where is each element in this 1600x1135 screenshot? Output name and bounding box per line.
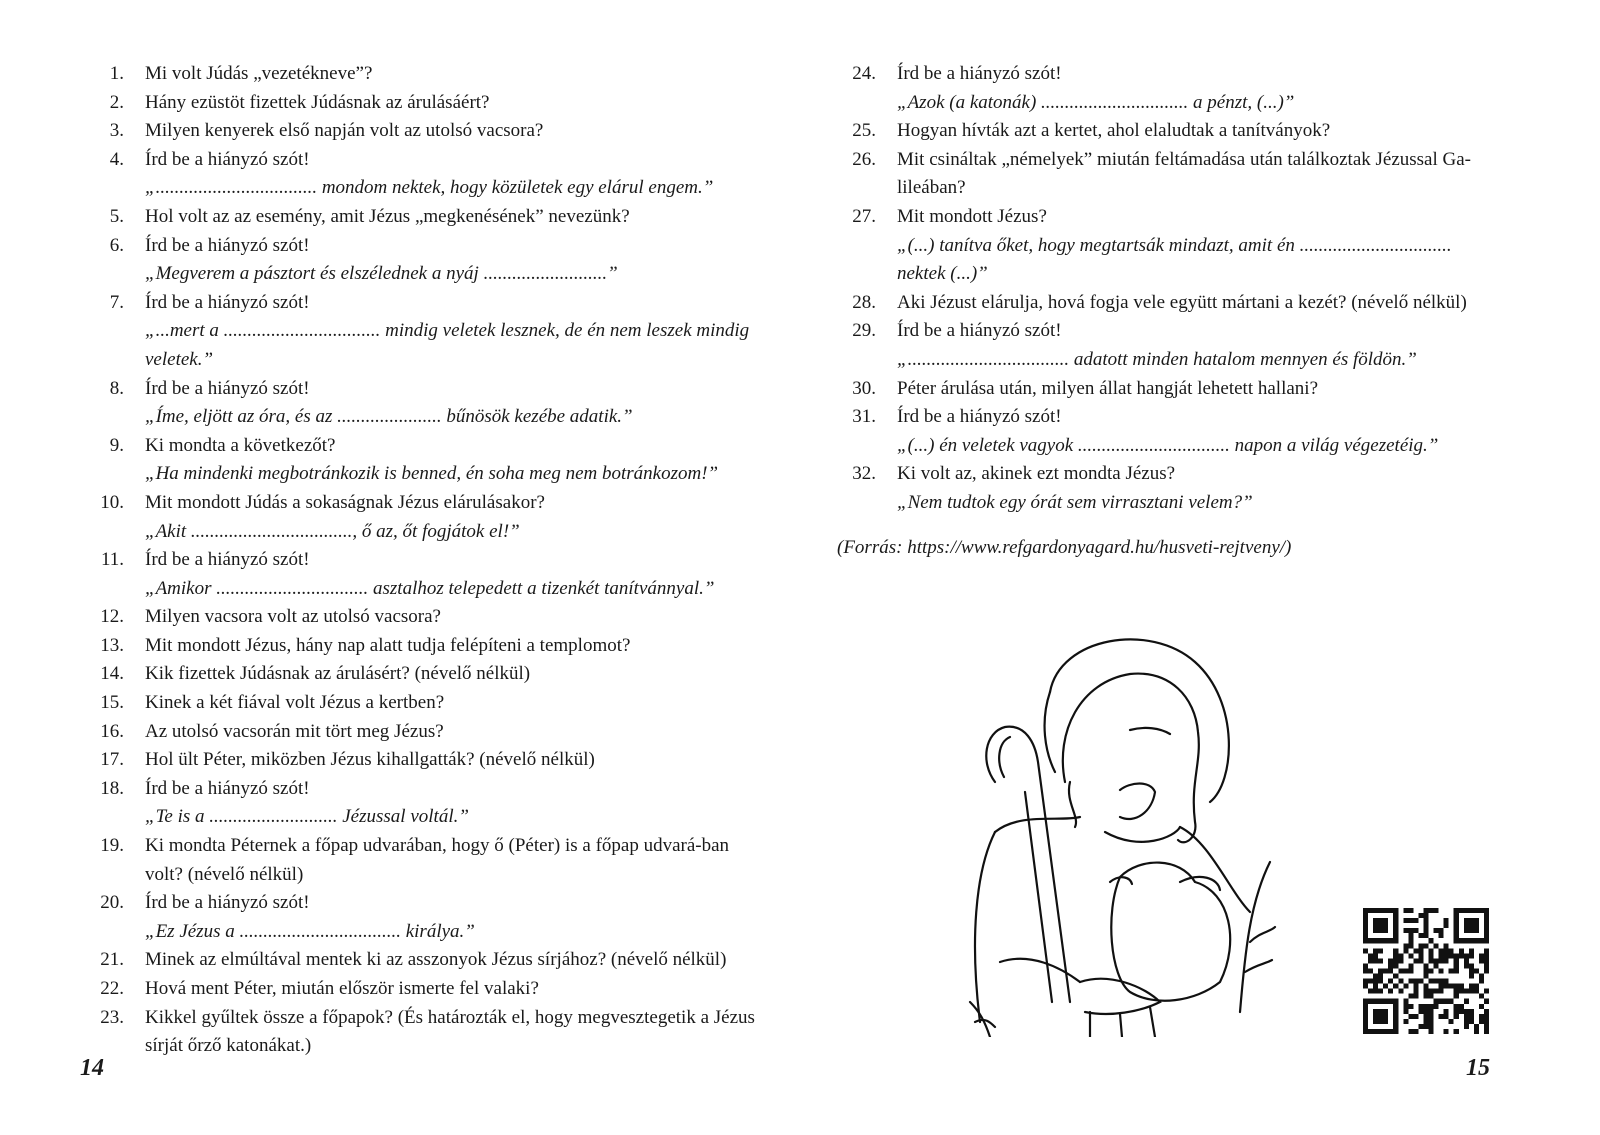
question-text: Péter árulása után, milyen állat hangját lehetett hallani?: [897, 377, 1318, 399]
question-number: 26.: [852, 148, 876, 170]
question-text: Hová ment Péter, miután először ismerte fel valaki?: [145, 978, 539, 999]
question-text: Aki Jézust elárulja, hová fogja vele együtt mártani a kezét? (névelő nélkül): [897, 291, 1467, 313]
question-quote: „Ha mindenki megbotránkozik is benned, én soha meg nem botránkozom!”: [145, 463, 719, 485]
right-page: [800, 0, 1600, 1135]
question-number: 3.: [109, 120, 124, 142]
question-item: [842, 203, 1502, 289]
question-item: [842, 375, 1502, 404]
question-item: [90, 432, 755, 489]
question-number: 2.: [109, 91, 124, 113]
question-item: [842, 60, 1502, 117]
question-text: Milyen vacsora volt az utolsó vacsora?: [145, 606, 441, 628]
question-text: Kikkel gyűltek össze a főpapok? (És határozták el, hogy megvesztegetik a Jézus sírját őrző katonákat.): [145, 1006, 755, 1057]
question-quote: „(...) tanítva őket, hogy megtartsák mindazt, amit én ................................ nektek (...)”: [897, 234, 1452, 285]
question-number: 21.: [100, 949, 124, 971]
question-item: [90, 746, 755, 775]
question-text: Írd be a hiányzó szót!: [145, 892, 310, 914]
question-text: Ki volt az, akinek ezt mondta Jézus?: [897, 463, 1176, 485]
question-number: 11.: [100, 549, 124, 571]
hair-outline: [1063, 674, 1199, 843]
question-quote: „.................................. adatott minden hatalom mennyen és földön.”: [897, 348, 1417, 370]
beard: [1120, 784, 1155, 820]
lamb: [1111, 863, 1230, 1001]
question-number: 31.: [852, 406, 876, 428]
question-number: 23.: [100, 1006, 124, 1028]
question-number: 22.: [100, 978, 124, 999]
question-number: 29.: [852, 320, 876, 342]
question-item: [90, 832, 755, 889]
halo-icon: [1050, 639, 1229, 802]
source-citation: (Forrás: https://www.refgardonyagard.hu/husveti-rejtveny/): [837, 537, 1292, 558]
question-item: [90, 946, 755, 975]
question-number: 4.: [109, 148, 124, 170]
page-number-left: 14: [80, 1055, 104, 1081]
question-item: [842, 117, 1502, 146]
question-text: Mit mondott Jézus, hány nap alatt tudja felépíteni a templomot?: [145, 634, 631, 656]
question-quote: „Íme, eljött az óra, és az ...................... bűnösök kezébe adatik.”: [145, 406, 633, 428]
question-number: 8.: [109, 377, 124, 399]
question-number: 24.: [852, 63, 876, 84]
question-item: [90, 603, 755, 632]
question-text: Ki mondta Péternek a főpap udvarában, hogy ő (Péter) is a főpap udvará-ban volt? (névelő nélkül): [145, 835, 730, 885]
question-number: 30.: [852, 377, 876, 399]
question-text: Írd be a hiányzó szót!: [145, 777, 310, 799]
question-item: [90, 60, 755, 89]
question-number: 13.: [100, 634, 124, 656]
question-list-right: [842, 60, 1502, 518]
question-number: 14.: [100, 663, 124, 685]
question-item: [90, 489, 755, 546]
question-item: [90, 146, 755, 203]
question-item: [90, 375, 755, 432]
question-number: 6.: [109, 234, 124, 256]
question-item: [90, 689, 755, 718]
question-text: Kinek a két fiával volt Jézus a kertben?: [145, 692, 445, 714]
question-item: [90, 546, 755, 603]
question-text: Írd be a hiányzó szót!: [145, 291, 310, 313]
question-text: Milyen kenyerek első napján volt az utolsó vacsora?: [145, 120, 544, 142]
question-item: [90, 232, 755, 289]
question-number: 27.: [852, 205, 876, 227]
question-text: Mi volt Júdás „vezetékneve”?: [145, 63, 373, 84]
question-item: [842, 460, 1502, 517]
question-quote: „...mert a ................................. mindig veletek lesznek, de én nem leszek mindig veletek.”: [145, 320, 750, 370]
branch-left: [970, 1002, 995, 1037]
question-number: 16.: [100, 720, 124, 742]
question-quote: „.................................. mondom nektek, hogy közületek egy elárul engem.”: [145, 177, 714, 199]
question-item: [90, 117, 755, 146]
question-quote: „Ez Jézus a .................................. királya.”: [145, 920, 475, 942]
question-text: Írd be a hiányzó szót!: [145, 148, 310, 170]
question-number: 5.: [109, 205, 124, 227]
question-number: 15.: [100, 692, 124, 714]
question-number: 7.: [109, 291, 124, 313]
question-text: Hol volt az az esemény, amit Jézus „megkenésének” nevezünk?: [145, 205, 630, 227]
question-text: Mit mondott Jézus?: [897, 205, 1047, 227]
question-item: [90, 775, 755, 832]
question-item: [90, 203, 755, 232]
question-number: 20.: [100, 892, 124, 914]
question-text: Minek az elmúltával mentek ki az asszonyok Jézus sírjához? (névelő nélkül): [145, 949, 727, 971]
question-quote: „Te is a ........................... Jézussal voltál.”: [145, 806, 469, 828]
question-text: Mit csináltak „némelyek” miután feltámadása után találkoztak Jézussal Ga-lileában?: [897, 148, 1471, 199]
question-item: [90, 889, 755, 946]
question-text: Írd be a hiányzó szót!: [897, 320, 1062, 342]
question-number: 19.: [100, 835, 124, 857]
question-number: 18.: [100, 777, 124, 799]
question-text: Az utolsó vacsorán mit tört meg Jézus?: [145, 720, 444, 742]
question-quote: „Amikor ................................ asztalhoz telepedett a tizenkét tanítvánnyal.”: [145, 577, 715, 599]
question-quote: „(...) én veletek vagyok ................................ napon a világ végezetéig.”: [897, 434, 1439, 456]
question-number: 32.: [852, 463, 876, 485]
question-text: Írd be a hiányzó szót!: [897, 63, 1062, 84]
question-item: [90, 1004, 755, 1061]
question-item: [90, 718, 755, 747]
page-number-right: 15: [1466, 1055, 1490, 1081]
question-item: [842, 289, 1502, 318]
question-number: 25.: [852, 120, 876, 142]
question-quote: „Megverem a pásztort és elszélednek a nyáj ..........................”: [145, 263, 618, 285]
question-text: Hol ült Péter, miközben Jézus kihallgatták? (névelő nélkül): [145, 749, 595, 771]
question-quote: „Akit .................................., ő az, őt fogjátok el!”: [145, 520, 520, 542]
question-text: Írd be a hiányzó szót!: [145, 234, 310, 256]
question-item: [842, 403, 1502, 460]
question-number: 10.: [100, 491, 124, 513]
question-text: Ki mondta a következőt?: [145, 434, 336, 456]
good-shepherd-illustration: [940, 612, 1290, 1037]
question-quote: „Azok (a katonák) ............................... a pénzt, (...)”: [897, 91, 1295, 113]
question-text: Kik fizettek Júdásnak az árulásért? (névelő nélkül): [145, 663, 531, 685]
question-text: Hány ezüstöt fizettek Júdásnak az árulásáért?: [145, 91, 490, 113]
question-number: 1.: [109, 63, 124, 84]
question-number: 12.: [100, 606, 124, 628]
question-text: Hogyan hívták azt a kertet, ahol elaludtak a tanítványok?: [897, 120, 1331, 142]
question-list-left: [90, 60, 755, 1061]
question-text: Mit mondott Júdás a sokaságnak Jézus elárulásakor?: [145, 491, 545, 513]
question-text: Írd be a hiányzó szót!: [145, 549, 310, 571]
question-number: 28.: [852, 291, 876, 313]
question-item: [90, 975, 755, 1004]
shepherd-staff: [986, 727, 1070, 1002]
question-item: [90, 289, 755, 375]
question-text: Írd be a hiányzó szót!: [145, 377, 310, 399]
qr-code-icon[interactable]: [1363, 908, 1489, 1034]
question-item: [90, 89, 755, 118]
question-number: 17.: [100, 749, 124, 771]
hand: [1080, 979, 1160, 1014]
question-quote: „Nem tudtok egy órát sem virrasztani velem?”: [897, 491, 1253, 513]
question-item: [842, 317, 1502, 374]
question-item: [842, 146, 1502, 203]
question-item: [90, 632, 755, 661]
question-number: 9.: [109, 434, 124, 456]
question-text: Írd be a hiányzó szót!: [897, 406, 1062, 428]
question-item: [90, 660, 755, 689]
